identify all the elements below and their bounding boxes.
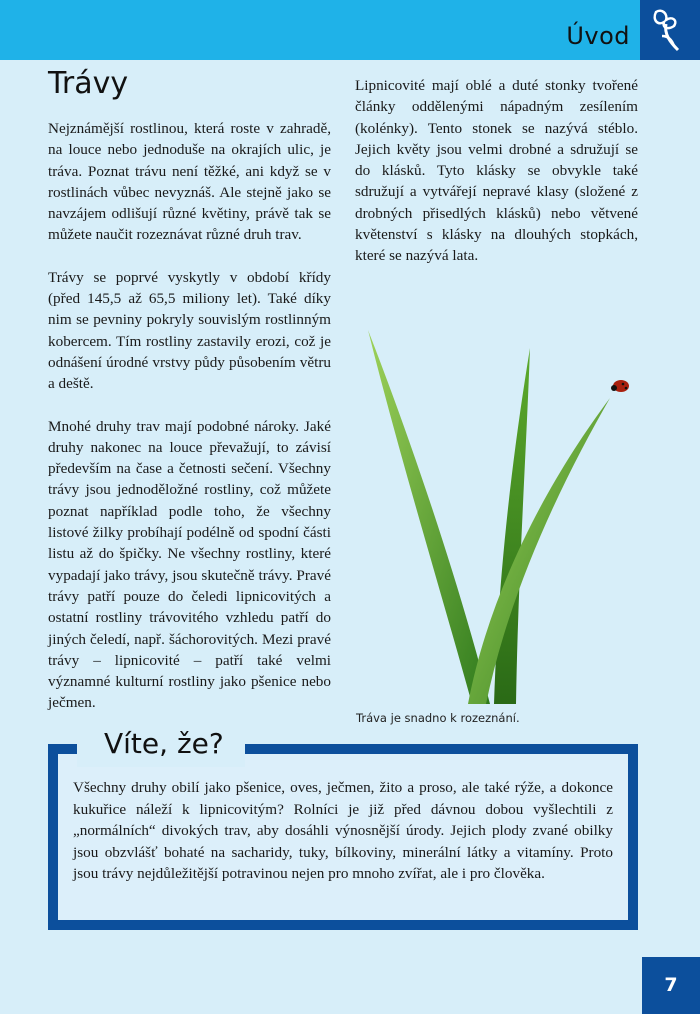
page-number: 7 <box>664 974 678 996</box>
grass-blade <box>468 398 610 704</box>
image-caption: Tráva je snadno k rozeznání. <box>356 711 520 725</box>
grass-image <box>340 318 640 710</box>
paragraph: Mnohé druhy trav mají podobné nároky. Jaké druhy nakonec na louce převažují, to závisí především na čase a četnosti sečení. Všechny trávy jsou jednoděložné rostliny, což můžete poznat například podle toho, že všechny listové žilky probíhají podélně od spodní části listu až do špičky. Ne všechny rostliny, které vypadají jako trávy, jsou skutečně trávy. Pravé trávy patří pouze do čeledi lipnicovitých a ostatní rostliny trávovitého vzhledu patří do jiných čeledí, např. šáchorovitých. Mezi pravé trávy – lipnicovité – patří také velmi významné kulturní rostliny jako pšenice nebo ječmen. <box>48 417 331 712</box>
grass-blade <box>368 330 490 704</box>
info-box-text: Všechny druhy obilí jako pšenice, oves, ječmen, žito a proso, ale také rýže, a dokonce kukuřice náleží k lipnicovitým? Rolníci je již před dávnou dobou vyšlechtili z „normálních“ divokých trav, aby dosáhli výnosnější úrody. Jejich plody zvané obilky jsou obzvlášť bohaté na sacharidy, tuky, bílkoviny, minerální látky a vitamíny. Proto jsou trávy nejdůležitější potravinou nejen pro mnoho zvířat, ale i pro člověka. <box>73 779 613 882</box>
logo-box <box>640 0 700 60</box>
flower-logo-icon <box>648 6 692 54</box>
section-label: Úvod <box>566 22 630 50</box>
paragraph: Lipnicovité mají oblé a duté stonky tvořené články oddělenými nápadným zesílením (kolénky). Tento stonek se nazývá stéblo. Jejich květy jsou velmi drobné a sdružují se do klásků. Tyto klásky se obvykle také sdružují a vytvářejí nepravé klasy (složené z drobných přisedlých klásků) nebo větvené květenství s klásky na dlouhých stopkách, které se nazývá lata. <box>355 77 638 265</box>
article-title: Trávy <box>48 66 129 101</box>
left-column <box>48 118 331 735</box>
grass-blade <box>494 348 530 704</box>
right-column <box>355 75 638 267</box>
info-box-title: Víte, že? <box>104 727 224 760</box>
ladybug-icon <box>611 380 629 392</box>
paragraph: Nejznámější rostlinou, která roste v zahradě, na louce nebo jednoduše na okrajích ulic, je tráva. Poznat trávu není těžké, ani když se v rostlinách vůbec nevyznáš. Ale stejně jako se navzájem odlišují různé květiny, právě tak se můžete naučit rozeznávat různé druh trav. <box>48 120 331 244</box>
paragraph: Trávy se poprvé vyskytly v období křídy (před 145,5 až 65,5 miliony let). Také díky nim se pevniny pokryly souvislým rostlinným kobercem. Tím rostliny zastavily erozi, což je odnášení úrodné vrstvy půdy působením větru a deště. <box>48 268 331 393</box>
